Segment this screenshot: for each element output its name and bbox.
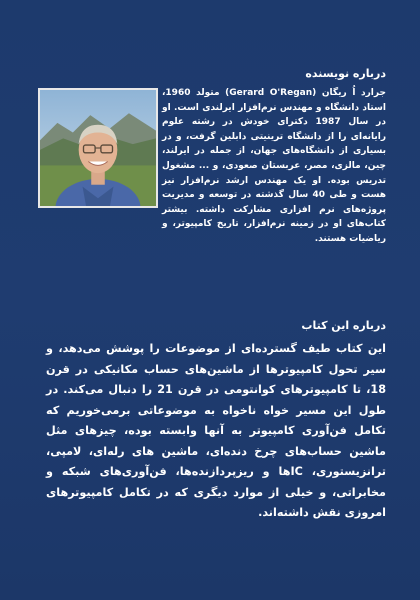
book-section bbox=[46, 318, 386, 524]
author-section bbox=[38, 66, 386, 276]
author-portrait-image bbox=[40, 90, 156, 206]
book-heading: درباره این کتاب bbox=[301, 319, 386, 332]
author-bio: جرارد اُ ریگان (Gerard O'Regan) متولد 1960، استاد دانشگاه و مهندس نرم‌افزار ایرلندی است. او در سال 1987 دکترای خودش در رشته علوم رایانه‌ای را از دانشگاه ترینیتی دابلین گرفت، و در بسیاری از دانشگاه‌های جهان، از جمله در ایرلند، چین، مالزی، مصر، عربستان صعودی، و ... مشغول تدریس بوده. او یک مهندس ارشد نرم‌افزار نیز هست و طی 40 سال گذشته در توسعه و مدیریت پروژه‌های نرم افزاری مشارکت داشته. بیشتر کتاب‌های او در زمینه نرم‌افزار، تاریخ کامپیوتر، و ریاضیات هستند. bbox=[162, 88, 386, 244]
author-text-block bbox=[162, 66, 386, 247]
author-heading: درباره نویسنده bbox=[305, 67, 386, 80]
book-description: این کتاب طیف گسترده‌ای از موضوعات را پوشش می‌دهد، و سیر تحول کامپیوترها از ماشین‌های حساب مکانیکی در قرن 18، تا کامپیوترهای کوانتومی در قرن 21 را دنبال می‌کند. در طول این مسیر خواه ناخواه به موضوعاتی برمی‌خوریم که تکامل فن‌آوری کامپیوتر به آنها وابسته بوده، چیزهای مثل ماشین حساب‌های چرخ دنده‌ای، ماشین های رله‌ای، لامپی، ترانزیستوری، ICها و ریزپردازنده‌ها، فن‌آوری‌های شبکه و مخابراتی، و خیلی از موارد دیگری که در تکامل کامپیوترهای امروزی نقش داشته‌اند. bbox=[46, 342, 386, 519]
author-photo bbox=[38, 88, 158, 208]
